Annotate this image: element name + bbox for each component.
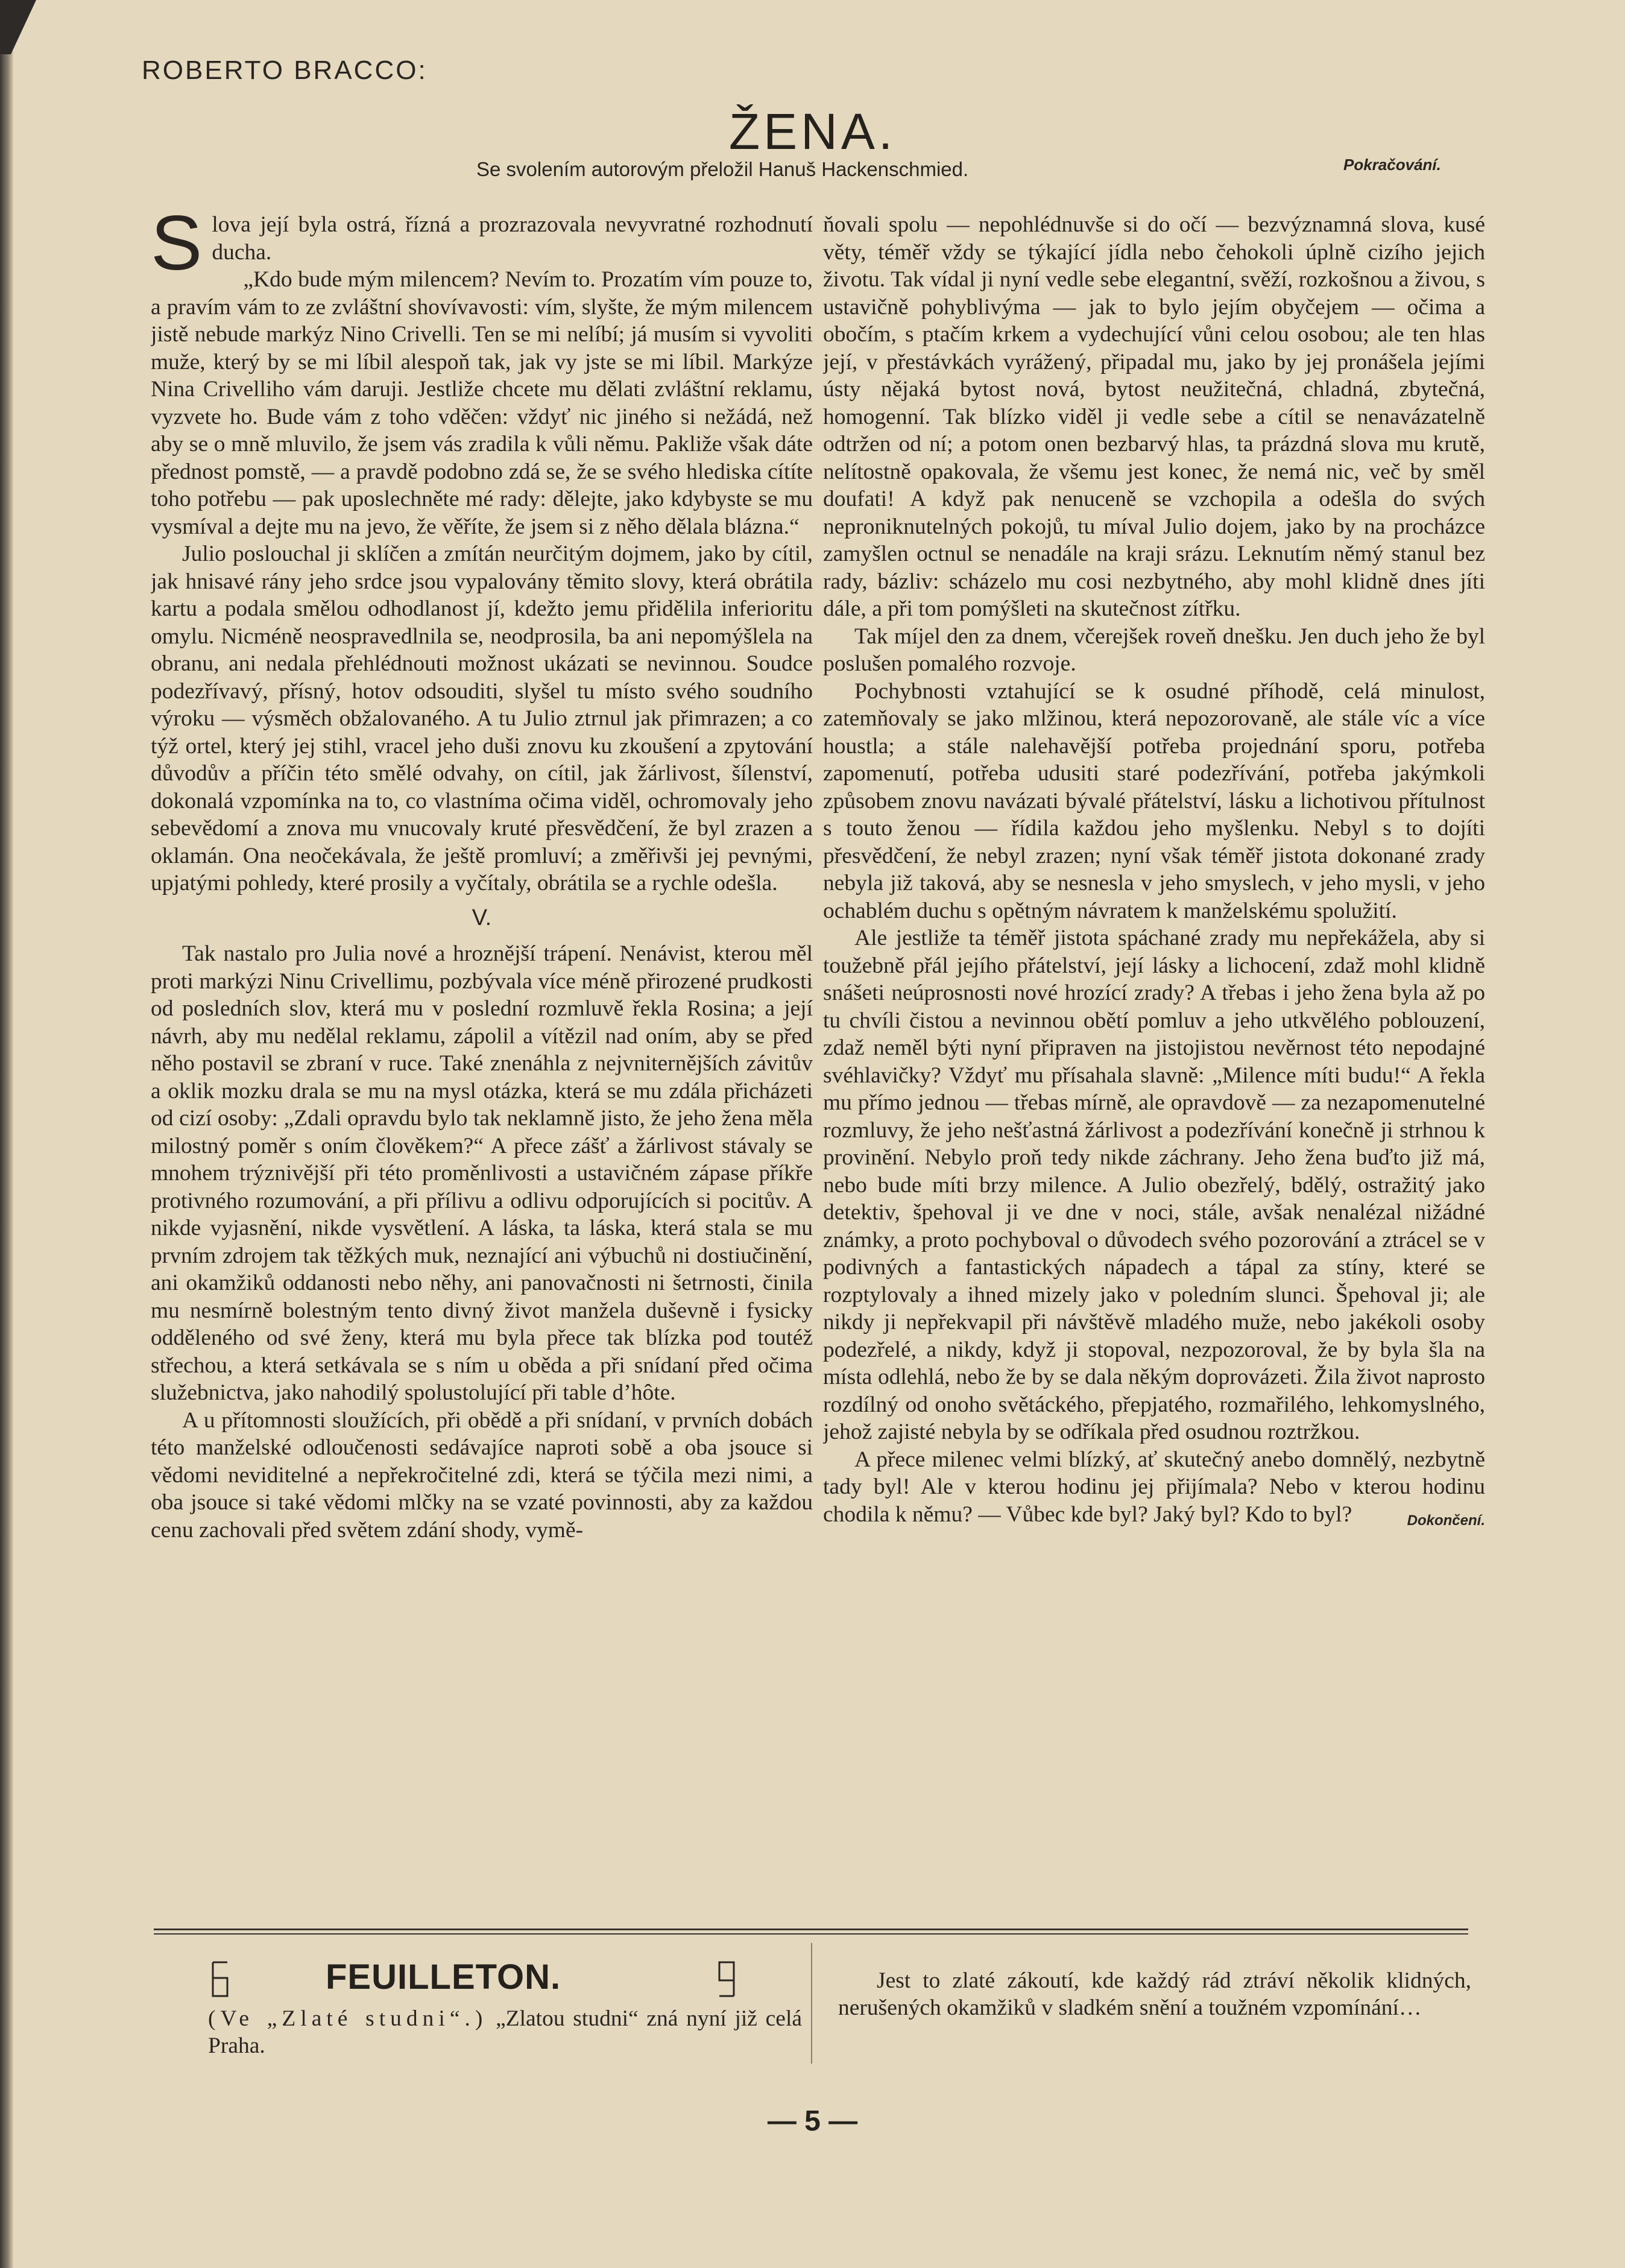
end-mark: Dokončení. — [1407, 1512, 1485, 1529]
page-number: — 5 — — [767, 2105, 858, 2137]
article-right-column — [823, 211, 1485, 1894]
section-number: V. — [472, 905, 492, 930]
paragraph: Slova její byla ostrá, řízná a prozrazovala nevyvratné rozhodnutí ducha. — [151, 211, 813, 286]
section-divider-thin — [154, 1933, 1468, 1935]
torn-corner — [0, 0, 36, 54]
paragraph: Tak nastalo pro Julia nové a hroznější trápení. Nenávist, kterou měl proti markýzi Ninu Crivellimu, pozbývala více méně přirozené prudkosti od posledních slov, která mu v poslední rozmluvě řekla Rosina; a její návrh, aby mu nedělal reklamu, zápolil a vítězil nad oním, aby se před něho postavil se zbraní v ruce. Také znenáhla z nejvniternějších závitův a oklik mozku drala se mu na mysl otázka, která se mu zdála přicházeti od cizí osoby: „Zdali opravdu bylo tak neklamně jisto, že jeho žena měla milostný poměr s oním člověkem?“ A přece zášť a žárlivost stávaly se mnohem trýznivější při této proměnlivosti a ustavičném zápase příkře protivného rozumování, a při přílivu a odlivu odporujících si pocitův. A nikde vyjasnění, nikde vysvětlení. A láska, ta láska, která stala se mu prvním zdrojem tak těžkých muk, neznající ani výbuchů ni dostiučinění, ani okamžiků oddanosti nebo něhy, ani panovačnosti ni šetrnosti, činila mu nesmírně bolestným tento divný život manžela duševně i fysicky odděleného od své ženy, která mu byla přece tak blízka pod toutéž střechou, a která setkávala se s ním u oběda a při snídaní před očima služebnictva, jako nahodilý spolustolující při table d’hôte. — [151, 941, 813, 1405]
continuation-note: Pokračování. — [1343, 156, 1441, 174]
ornament-left-icon — [208, 1960, 232, 1998]
binding-edge — [0, 0, 13, 2268]
paragraph: „Kdo bude mým milencem? Nevím to. Prozatím vím pouze to, a pravím vám to ze zvláštní shovívavosti: vím, slyšte, že mým milencem jistě nebude markýz Nino Crivelli. Ten se mi nelíbí; já musím si vyvoliti muže, který by se mi líbil alespoň tak, jak vy jste se mi líbil. Markýze Nina Crivelliho vám daruji. Jestliže chcete mu dělati zvláštní reklamu, vyzvete ho. Bude vám z toho vděčen: vždyť nic jiného si nežádá, než aby se o mně mluvilo, že jsem vás zradila k vůli němu. Pakliže však dáte přednost pomstě, — a pravdě podobno zdá se, že se svého hlediska cítíte toho potřebu — pak uposlechněte mé rady: dělejte, jako kdybyste se mu vysmíval a dejte mu na jevo, že věříte, že jsem si z něho dělala blázna.“ — [151, 267, 813, 539]
feuilleton-left-text — [208, 2005, 802, 2059]
paragraph: A u přítomnosti sloužících, při obědě a při snídaní, v prvních dobách této manželské odloučenosti sedávajíce naproti sobě a oba jsouce si vědomi neviditelné a nepřekročitelné zdi, která se týčila mezi nimi, a oba jsouce si také vědomi mlčky na se vzaté povinnosti, aby za každou cenu zachovali před světem zdání shody, vymě- — [151, 1407, 813, 1543]
article-left-column — [151, 211, 813, 1894]
article-author: ROBERTO BRACCO: — [142, 55, 428, 85]
article-subtitle: Se svolením autorovým přeložil Hanuš Hackenschmied. — [476, 158, 969, 180]
paragraph: A přece milenec velmi blízký, ať skutečný anebo domnělý, nezbytně tady byl! Ale v kterou hodinu jej přijímala? Nebo v kterou hodinu chodila k němu? — Vůbec kde byl? Jaký byl? Kdo to byl? Dokončení. — [823, 1446, 1485, 1529]
drop-cap: S — [151, 211, 203, 286]
paragraph: Pochybnosti vztahující se k osudné příhodě, celá minulost, zatemňovaly se jako mlžinou, která nepozorovaně, ale stále víc a více houstla; a stále nalehavější potřeba projednání sporu, potřeba zapomenutí, potřeba udusiti staré podezřívání, potřeba jakýmkoli způsobem znovu navázati bývalé přátelství, lásku a lichotivou přítulnost s touto ženou — řídila každou jeho myšlenku. Nebyl s to dojíti přesvědčení, že nebyl zrazen; nyní však téměř jistota dokonané zrady nebyla již taková, aby se nesnesla v jeho smyslech, v jeho mysli, v jeho ochablém duchu s opětným návratem k manželskému spolužití. — [823, 678, 1485, 923]
section-divider — [154, 1928, 1468, 1930]
feuilleton-spaced-phrase: (Ve „Zlaté studni“.) — [208, 2006, 488, 2031]
column-divider — [811, 1943, 812, 2064]
feuilleton-intro: „Zlatou studni“ zná nyní již celá Praha. — [208, 2006, 803, 2058]
paragraph: ňovali spolu — nepohlédnuvše si do očí — bezvýznamná slova, kusé věty, téměř vždy se týkající jídla nebo čehokoli úplně cizího jejich životu. Tak vídal ji nyní vedle sebe elegantní, svěží, rozkošnou a živou, s ustavičně pohyblivýma — jak to bylo jejím obyčejem — očima a obočím, s ptačím krkem a vydechující vůni celou osobou; ale ten hlas její, v přestávkách vyrážený, připadal mu, jako by jej pronášela jejími ústy nějaká bytost nová, bytost neužitečná, chladná, zbytečná, homogenní. Tak blízko viděl ji vedle sebe a cítil se nenavázatelně odtržen od ní; a potom onen bezbarvý hlas, ta prázdná slova mu krutě, nelítostně opakovala, že všemu jest konec, že nemá nic, več by směl doufati! A když pak nenuceně se vzchopila a odešla do svých neproniknutelných pokojů, tu míval Julio dojem, jako by na procházce zamyšlen octnul se nenadále na kraji srázu. Leknutím němý stanul bez rady, bázliv: scházelo mu cosi nezbytného, aby mohl klidně dnes jíti dále, a při tom pomýšleti na skutečnost zítřku. — [823, 212, 1485, 621]
article-title: ŽENA. — [728, 103, 897, 160]
paragraph: Julio poslouchal ji sklíčen a zmítán neurčitým dojmem, jako by cítil, jak hnisavé rány jeho srdce jsou vypalovány těmito slovy, která obrátila kartu a podala smělou odhodlanost jí, kdežto jemu přidělila inferioritu omylu. Nicméně neospravedlnila se, neodprosila, ba ani nepomýšlela na obranu, ani nedala přehlédnouti možnost ukázati se nevinnou. Soudce podezřívavý, přísný, hotov odsouditi, slyšel tu místo svého soudního výroku — výsměch obžalovaného. A tu Julio ztrnul jak přimrazen; a co týž ortel, který jej stihl, vracel jeho duši znovu ku zkoušení a zpytování důvodův a příčin této smělé odvahy, on cítil, jak žárlivost, šílenství, dokonalá vzpomínka na to, co vlastníma očima viděl, ochromovaly jeho sebevědomí a znova mu vnucovaly kruté přesvědčení, že byl zrazen a oklamán. Ona neočekávala, že ještě promluví; a změřivši jej pevnými, upjatými pohledy, které prosily a vyčítaly, obrátila se a rychle odešla. — [151, 542, 813, 896]
feuilleton-right-text: Jest to zlaté zákoutí, kde každý rád ztráví několik klidných, nerušených okamžiků v sladkém snění a toužném vzpomínání… — [838, 1968, 1471, 2020]
paragraph: Tak míjel den za dnem, včerejšek roveň dnešku. Jen duch jeho že byl poslušen pomalého rozvoje. — [823, 624, 1485, 676]
ornament-right-icon — [715, 1960, 739, 1998]
feuilleton-heading: FEUILLETON. — [326, 1957, 561, 1997]
paragraph: Ale jestliže ta téměř jistota spáchané zrady mu nepřekážela, aby si toužebně přál jejího přátelství, její lásky a lichocení, zdaž mohl klidně snášeti neúprosnosti nové hrozící zrady? A třebas i jeho žena byla až po tu chvíli čistou a nevinnou obětí pomluv a jeho utkvělého poblouzení, zdaž neměl býti nyní připraven na jistojistou nevěrnost této nepodajné svéhlavičky? Vždyť mu přísahala slavně: „Milence míti budu!“ A řekla mu přímo jednou — třebas mírně, ale opravdově — za nezapomenutelné rozmluvy, že jeho nešťastná žárlivost a podezřívání konečně ji strhnou k provinění. Nebylo proň tedy nikde záchrany. Jeho žena buďto již má, nebo bude míti brzy milence. A Julio obezřelý, bdělý, ostražitý jako detektiv, špehoval ji ve dne v noci, stále, avšak nenalézal nižádné známky, a proto pochyboval o důvodech svého pozorování a ztrácel se v podivných a fantastických nápadech a tápal za stíny, které se rozptylovaly a ihned mizely jako v poledním slunci. Špehoval ji; ale nikdy ji nepřekvapil při návštěvě mladého muže, nebo jakékoli osoby podezřelé, a nikdy, když ji stopoval, nezpozoroval, že by byla šla na místa odlehlá, nebo že by se dala někým doprovázeti. Žila život naprosto rozdílný od onoho světáckého, přepjatého, rozmařilého, lehkomyslného, jehož zajisté nebyla by se odříkala před osudnou roztržkou. — [823, 926, 1485, 1444]
